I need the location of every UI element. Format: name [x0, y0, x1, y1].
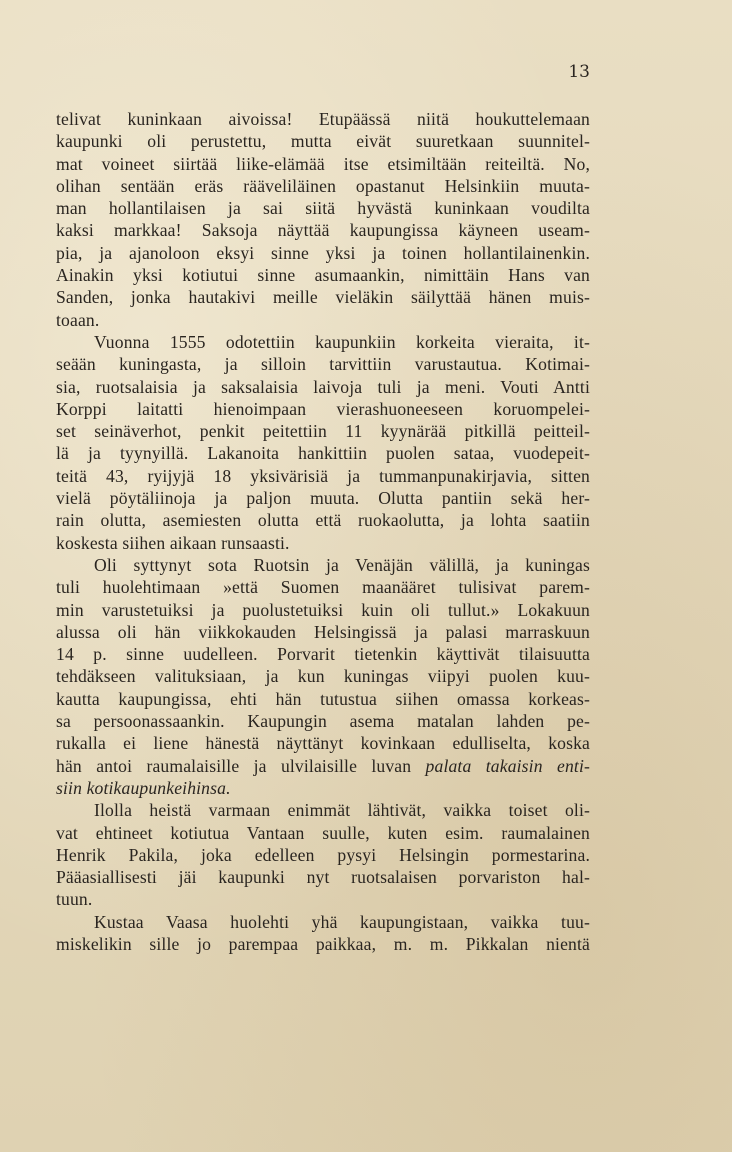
text-line: kaupunki oli perustettu, mutta eivät suuretkaan suunnitel- — [56, 131, 590, 152]
paragraph-start-line: Kustaa Vaasa huolehti yhä kaupungistaan, vaikka tuu- — [94, 911, 590, 932]
paragraph-start-line: Ilolla heistä varmaan enimmät lähtivät, vaikka toiset oli- — [94, 800, 590, 821]
text-line: mat voineet siirtää liike-elämää itse etsimiltään reiteiltä. No, — [56, 153, 590, 174]
text-line: vielä pöytäliinoja ja paljon muuta. Olutta pantiin sekä her- — [56, 488, 590, 509]
body-text — [56, 108, 590, 955]
text-line: rain olutta, asemiesten olutta että ruokaolutta, ja lohta saatiin — [56, 510, 590, 531]
text-line: toaan. — [56, 309, 100, 330]
text-line: tuun. — [56, 889, 93, 910]
text-line: min varustetuiksi ja puolustetuiksi kuin oli tullut.» Lokakuun — [56, 599, 590, 620]
italic-segment: siin kotikaupunkeihinsa. — [56, 777, 231, 798]
text-line: Henrik Pakila, joka edelleen pysyi Helsingin pormestarina. — [56, 844, 590, 865]
page-number: 13 — [568, 62, 590, 82]
text-line: kaksi markkaa! Saksoja näyttää kaupungissa käyneen useam- — [56, 220, 590, 241]
text-line: Sanden, jonka hautakivi meille vieläkin säilyttää hänen muis- — [56, 287, 590, 308]
text-line: pia, ja ajanoloon eksyi sinne yksi ja toinen hollantilainenkin. — [56, 242, 590, 263]
text-line: teitä 43, ryijyjä 18 yksivärisiä ja tummanpunakirjavia, sitten — [56, 465, 590, 486]
plain-segment: hän antoi raumalaisille ja ulvilaisille luvan — [56, 755, 426, 776]
text-line: sia, ruotsalaisia ja saksalaisia laivoja tuli ja meni. Vouti Antti — [56, 376, 590, 397]
text-line: Pääasiallisesti jäi kaupunki nyt ruotsalaisen porvariston hal- — [56, 867, 590, 888]
paragraph-start-line: Vuonna 1555 odotettiin kaupunkiin korkeita vieraita, it- — [94, 331, 590, 352]
text-line: sa persoonassaankin. Kaupungin asema matalan lahden pe- — [56, 711, 590, 732]
text-line: miskelikin sille jo parempaa paikkaa, m. m. Pikkalan nientä — [56, 933, 590, 954]
text-line: Korppi laitatti hienoimpaan vierashuoneeseen koruompelei- — [56, 398, 590, 419]
text-line: telivat kuninkaan aivoissa! Etupäässä niitä houkuttelemaan — [56, 109, 590, 129]
text-line: tuli huolehtimaan »että Suomen maanääret tulisivat parem- — [56, 577, 590, 598]
text-line: seään kuningasta, ja silloin tarvittiin varustautua. Kotimai- — [56, 354, 590, 375]
text-line: tehdäkseen valituksiaan, ja kun kuningas viipyi puolen kuu- — [56, 666, 590, 687]
text-line: lä ja tyynyillä. Lakanoita hankittiin puolen sataa, vuodepeit- — [56, 443, 590, 464]
text-line: 14 p. sinne uudelleen. Porvarit tietenkin käyttivät tilaisuutta — [56, 644, 590, 665]
paragraph-start-line: Oli syttynyt sota Ruotsin ja Venäjän välillä, ja kuningas — [94, 554, 590, 575]
text-line: olihan sentään eräs rääveliläinen opastanut Helsinkiin muuta- — [56, 175, 590, 196]
text-line: set seinäverhot, penkit peitettiin 11 kyynärää pitkillä peitteil- — [56, 421, 590, 442]
text-line-mixed — [56, 755, 590, 777]
text-line: alussa oli hän viikkokauden Helsingissä ja palasi marraskuun — [56, 621, 590, 642]
text-line: koskesta siihen aikaan runsaasti. — [56, 532, 290, 553]
text-line: vat ehtineet kotiutua Vantaan suulle, kuten esim. raumalainen — [56, 822, 590, 843]
text-line-italic — [56, 777, 590, 799]
text-line: rukalla ei liene hänestä näyttänyt kovinkaan edulliselta, koska — [56, 733, 590, 754]
italic-segment: palata takaisin enti- — [425, 755, 590, 776]
text-line: man hollantilaisen ja sai siitä hyvästä kuninkaan voudilta — [56, 198, 590, 219]
text-line: Ainakin yksi kotiutui sinne asumaankin, nimittäin Hans van — [56, 265, 590, 286]
text-line: kautta kaupungissa, ehti hän tutustua siihen omassa korkeas- — [56, 688, 590, 709]
